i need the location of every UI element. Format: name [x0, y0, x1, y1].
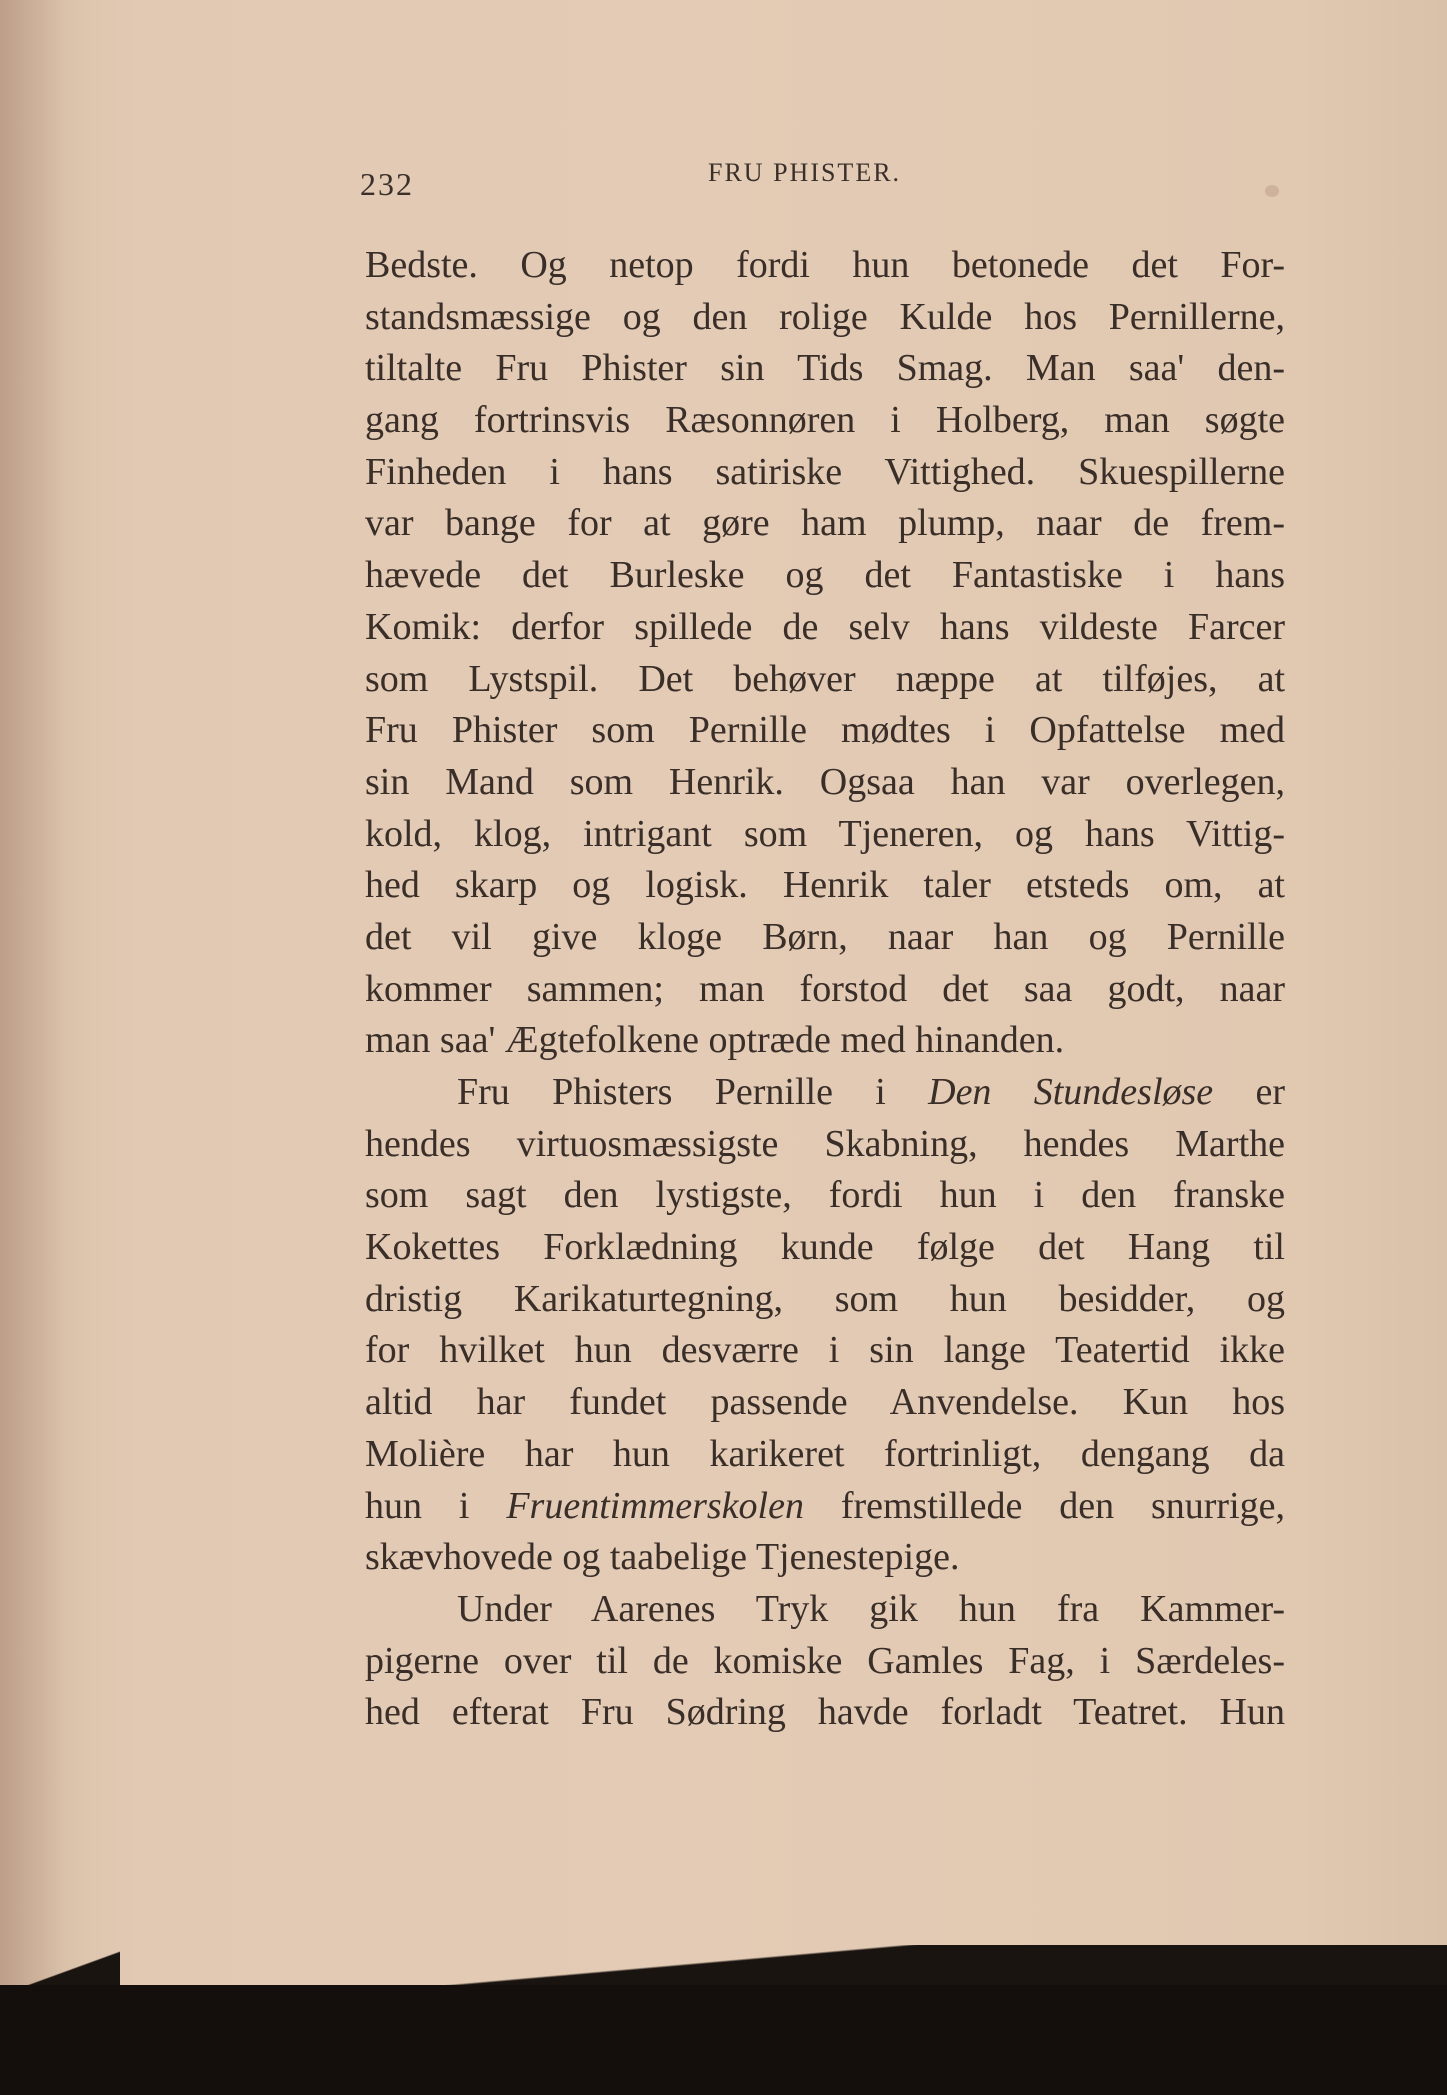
- text-line: kommer sammen; man forstod det saa godt, naar: [365, 967, 1285, 1010]
- text-line: kold, klog, intrigant som Tjeneren, og hans Vittig-: [365, 812, 1285, 855]
- text-line: tiltalte Fru Phister sin Tids Smag. Man saa' den-: [365, 347, 1285, 390]
- text-line: hed skarp og logisk. Henrik taler etsteds om, at: [365, 864, 1285, 907]
- text-line: Komik: derfor spillede de selv hans vildeste Farcer: [365, 605, 1285, 648]
- text-line: for hvilket hun desværre i sin lange Teatertid ikke: [365, 1329, 1285, 1372]
- running-header: [360, 158, 1260, 202]
- text-line: hævede det Burleske og det Fantastiske i hans: [365, 554, 1285, 597]
- text-line: pigerne over til de komiske Gamles Fag, i Særdeles-: [365, 1639, 1285, 1682]
- italic-title: Fruentimmerskolen: [506, 1484, 804, 1527]
- text-line: Bedste. Og netop fordi hun betonede det For-: [365, 244, 1285, 286]
- text-line: skævhovede og taabelige Tjenestepige.: [365, 1536, 960, 1579]
- text-line: Kokettes Forklædning kunde følge det Hang til: [365, 1226, 1285, 1269]
- paragraph-2-first-line: [365, 1067, 1285, 1119]
- text-line: altid har fundet passende Anvendelse. Kun hos: [365, 1381, 1285, 1424]
- text-line: Fru Phister som Pernille mødtes i Opfattelse med: [365, 709, 1285, 752]
- text-line: som sagt den lystigste, fordi hun i den franske: [365, 1174, 1285, 1217]
- text-line: hed efterat Fru Sødring havde forladt Teatret. Hun: [365, 1691, 1285, 1734]
- text-line: sin Mand som Henrik. Ogsaa han var overlegen,: [365, 760, 1285, 803]
- text-line: hendes virtuosmæssigste Skabning, hendes Marthe: [365, 1122, 1285, 1165]
- text-line: var bange for at gøre ham plump, naar de frem-: [365, 502, 1285, 545]
- text-line: man saa' Ægtefolkene optræde med hinanden.: [365, 1019, 1065, 1062]
- text-line: Finheden i hans satiriske Vittighed. Skuespillerne: [365, 450, 1285, 493]
- text-line: Under Aarenes Tryk gik hun fra Kammer-: [457, 1587, 1285, 1630]
- scan-background: [0, 1985, 1447, 2095]
- text-line: [365, 1481, 1285, 1533]
- text-fragment: Fru Phisters Pernille i: [457, 1071, 929, 1113]
- italic-title: Den Stundesløse: [928, 1071, 1214, 1113]
- text-line: dristig Karikaturtegning, som hun besidder, og: [365, 1277, 1285, 1320]
- running-title: FRU PHISTER.: [708, 158, 902, 187]
- body-text: [365, 240, 1285, 1739]
- page-number: 232: [360, 166, 414, 202]
- page-gutter: [0, 0, 95, 2030]
- text-fragment: hun i: [365, 1484, 507, 1527]
- text-line: som Lystspil. Det behøver næppe at tilføjes, at: [365, 657, 1285, 700]
- page-smudge: [1265, 185, 1279, 197]
- text-line: gang fortrinsvis Ræsonnøren i Holberg, man søgte: [365, 399, 1285, 442]
- text-fragment: er: [1213, 1071, 1285, 1113]
- text-line: det vil give kloge Børn, naar han og Pernille: [365, 915, 1285, 958]
- text-line: Molière har hun karikeret fortrinligt, dengang da: [365, 1432, 1285, 1475]
- text-fragment: fremstillede den snurrige,: [803, 1484, 1285, 1527]
- text-line: standsmæssige og den rolige Kulde hos Pernillerne,: [365, 295, 1285, 338]
